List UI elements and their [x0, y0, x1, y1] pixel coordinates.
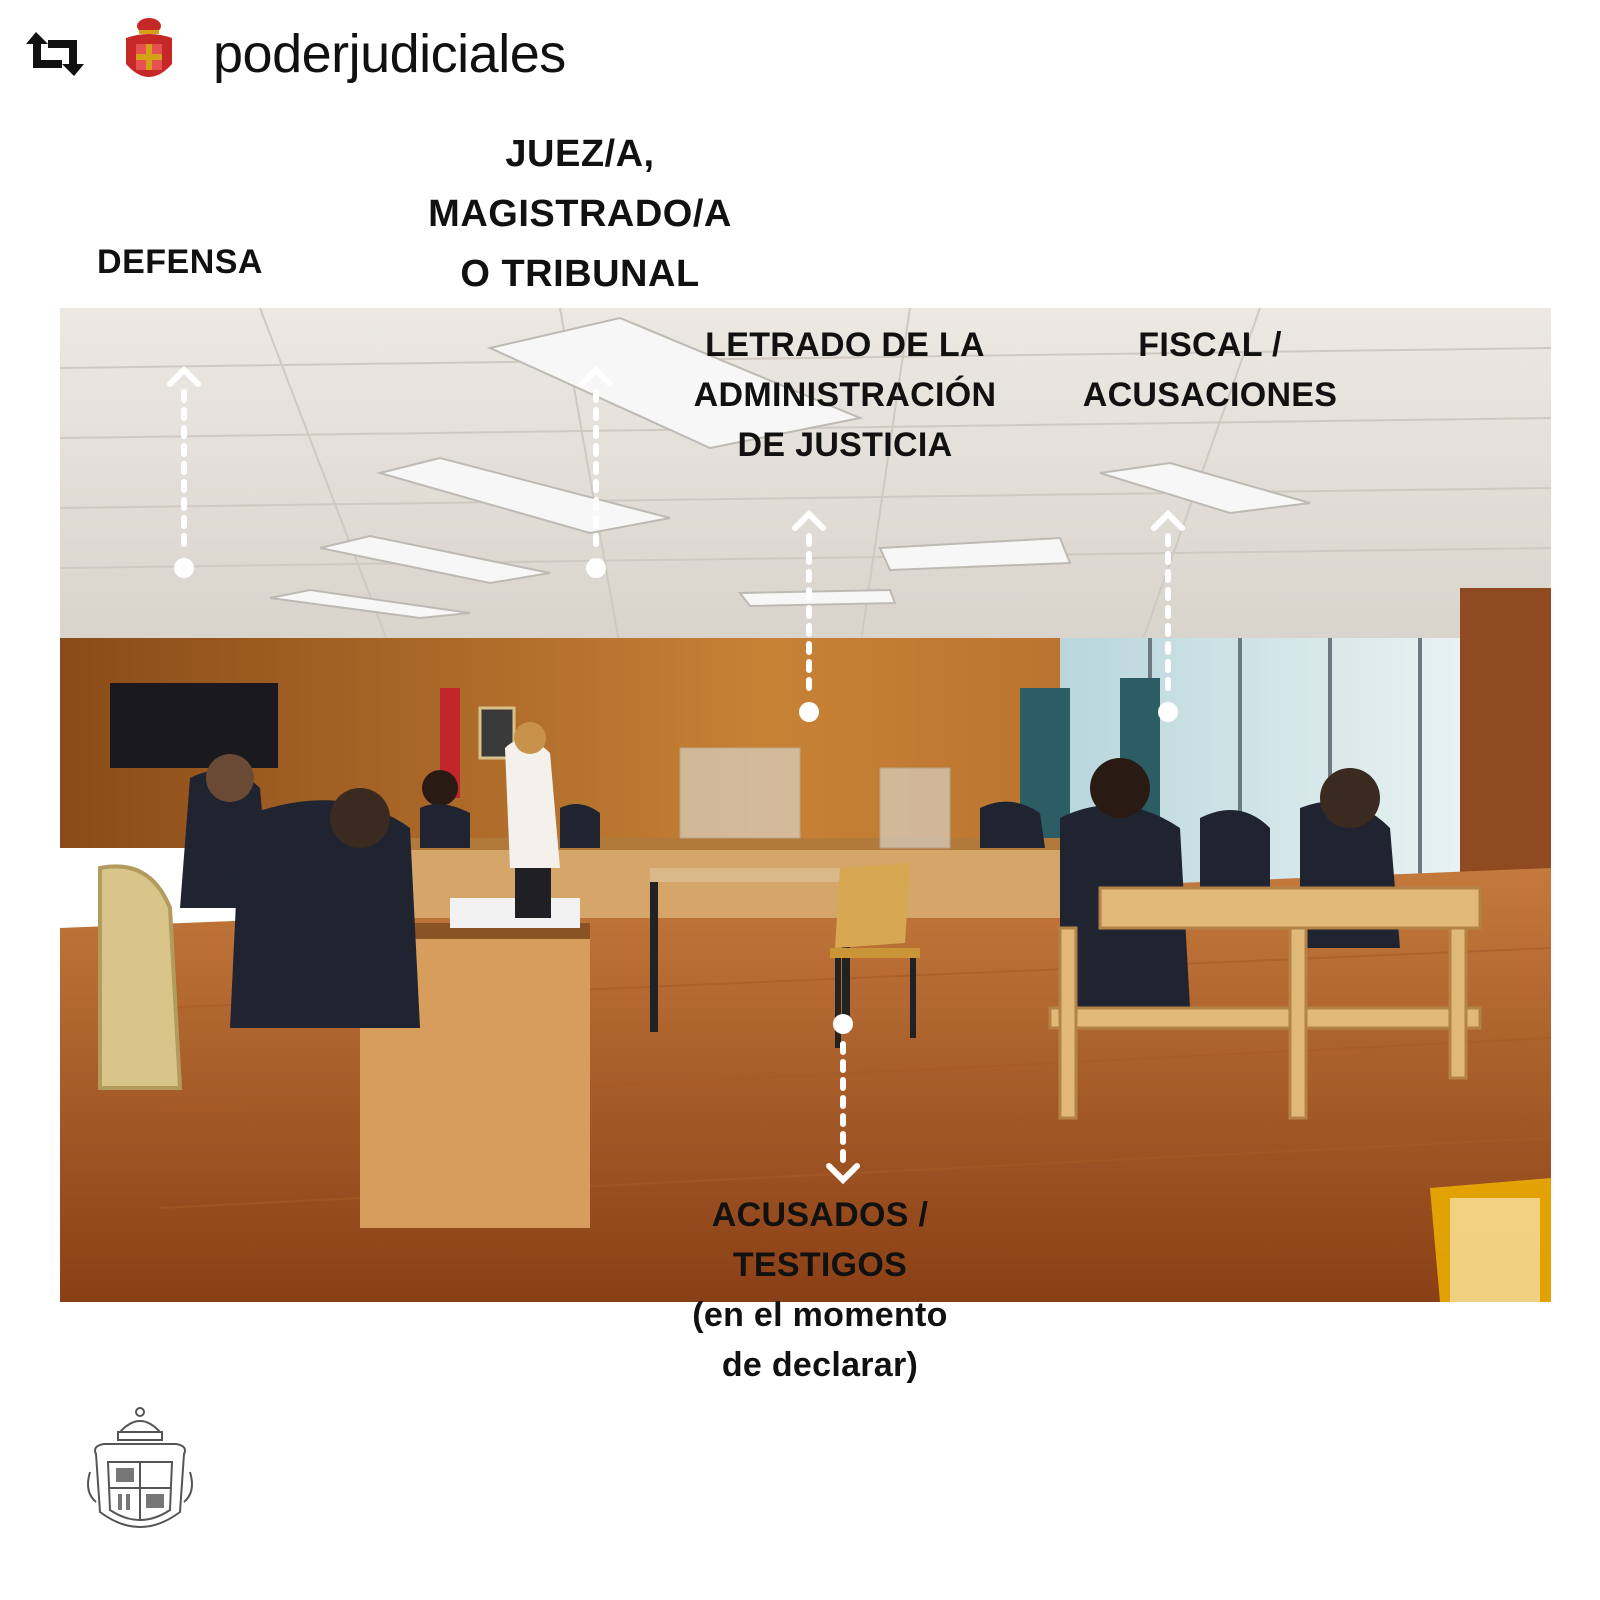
acusados-arrow-icon: [823, 1010, 863, 1190]
label-acusados: [640, 1190, 1000, 1390]
fiscal-arrow-icon: [1148, 506, 1188, 726]
label-fiscal-line-2: ACUSACIONES: [1082, 376, 1338, 414]
label-acusados-line-2: TESTIGOS: [732, 1246, 908, 1284]
label-juez-line-3: O TRIBUNAL: [460, 253, 700, 295]
label-letrado-line-3: DE JUSTICIA: [737, 426, 953, 464]
label-fiscal: [1060, 320, 1360, 420]
label-juez-line-2: MAGISTRADO/A: [428, 193, 732, 235]
label-defensa: DEFENSA: [97, 243, 263, 281]
coat-of-arms-avatar[interactable]: [118, 16, 180, 88]
label-acusados-line-3: (en el momento: [692, 1296, 948, 1334]
judicial-seal-icon: [82, 1402, 198, 1542]
label-fiscal-line-1: FISCAL /: [1138, 326, 1282, 364]
repost-icon[interactable]: [22, 26, 88, 82]
label-acusados-line-4: de declarar): [721, 1346, 919, 1384]
label-juez: [390, 124, 770, 304]
label-juez-line-1: JUEZ/A,: [505, 133, 655, 175]
label-acusados-line-1: ACUSADOS /: [711, 1196, 929, 1234]
defensa-arrow-icon: [164, 362, 204, 582]
post-header: [0, 0, 1600, 110]
username[interactable]: poderjudiciales: [213, 24, 566, 84]
label-letrado-line-1: LETRADO DE LA: [705, 326, 985, 364]
juez-arrow-icon: [576, 362, 616, 582]
letrado-arrow-icon: [789, 506, 829, 726]
label-letrado-line-2: ADMINISTRACIÓN: [693, 376, 997, 414]
label-letrado: [670, 320, 1020, 470]
